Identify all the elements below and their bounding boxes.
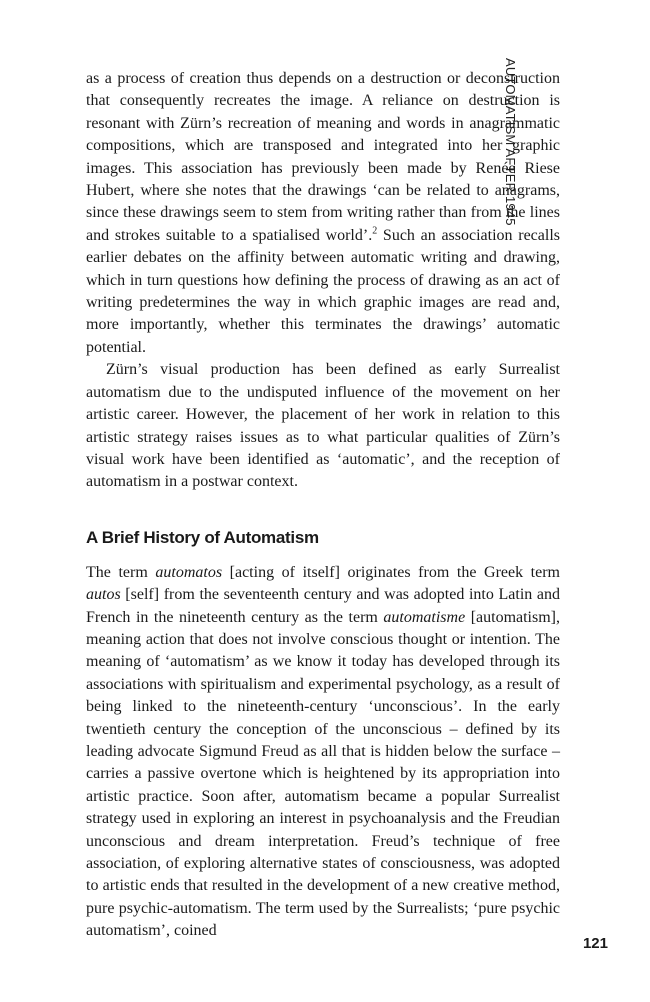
paragraph-3-text-b: [acting of itself] originates from the Greek term	[222, 563, 561, 581]
running-head: AUTOMATISM AFTER 1945	[503, 58, 518, 226]
term-automatisme: automatisme	[383, 608, 466, 626]
page-number: 121	[582, 935, 608, 952]
paragraph-3-text-a: The term	[86, 563, 156, 581]
paragraph-2: Zürn’s visual production has been defined as early Surrealist automatism due to the undisputed influence of the movement on her artistic career. However, the placement of her work in relation to this artistic strategy raises issues as to what particular qualities of Zürn’s visual work have been identified as ‘automatic’, and the reception of automatism in a postwar context.	[86, 361, 560, 491]
term-autos: autos	[86, 586, 121, 604]
paragraph-1-text-a: as a process of creation thus depends on a destruction or deconstruction that consequently recreates the image. A reliance on destruction is resonant with Zürn’s recreation of meaning and words in anagrammatic compositions, which are transposed and integrated into her graphic images. This association has previously been made by Renée Riese Hubert, where she notes that the drawings ‘can be related to anagrams, since these drawings seem to stem from writing rather than from the lines and strokes suitable to a spatialised world’.	[86, 70, 560, 244]
body-text	[86, 68, 560, 943]
term-automatos: automatos	[155, 563, 223, 581]
section-heading: A Brief History of Automatism	[86, 527, 319, 547]
paragraph-1-text-b: Such an association recalls earlier debates on the affinity between automatic writing and drawing, which in turn questions how defining the process of drawing as an act of writing predetermines the way in which graphic images are read and, more importantly, whether this terminates the drawings’ automatic potential.	[86, 226, 560, 356]
paragraph-3-text-d: [automatism], meaning action that does not involve conscious thought or intention. The meaning of ‘automatism’ as we know it today has developed through its associations with spiritualism and experimental psychology, as a result of being linked to the nineteenth-century ‘unconscious’. In the early twentieth century the conception of the unconscious – defined by its leading advocate Sigmund Freud as all that is hidden below the surface – carries a passive overtone which is heightened by its appropriation into artistic practice. Soon after, automatism became a popular Surrealist strategy used in exploring an interest in psychoanalysis and the Freudian unconscious and dream interpretation. Freud’s technique of free association, of exploring alternative states of consciousness, was adopted to artistic ends that resulted in the development of a new creative method, pure psychic-automatism. The term used by the Surrealists; ‘pure psychic automatism’, coined	[86, 608, 561, 940]
paragraph-3-text-c: [self] from the seventeenth century and was adopted into Latin and French in the nineteenth century as the term	[86, 586, 560, 626]
footnote-marker[interactable]: 2	[372, 225, 378, 237]
paragraph-3	[86, 562, 560, 943]
paragraph-1	[86, 68, 560, 359]
